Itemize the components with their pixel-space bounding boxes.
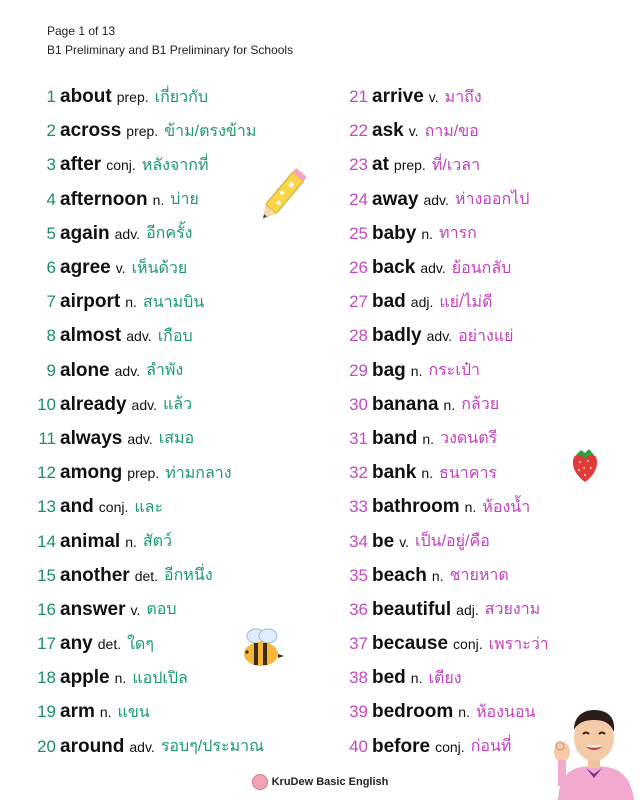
entry-pos: adv.	[126, 328, 152, 345]
entry-pos: n.	[421, 225, 434, 242]
vocab-row	[340, 319, 600, 353]
entry-translation: ชายหาด	[449, 567, 509, 585]
entry-translation: กระเป๋า	[428, 362, 480, 380]
entry-translation: เห็นด้วย	[131, 259, 188, 277]
entry-number: 27	[349, 292, 368, 312]
vocab-row	[340, 217, 600, 251]
vocab-row	[340, 627, 600, 661]
vocab-row	[340, 456, 600, 490]
entry-translation: เพราะว่า	[488, 635, 549, 653]
entry-pos: adj.	[410, 294, 434, 311]
entry-word: baby	[372, 222, 417, 244]
entry-pos: adv.	[114, 362, 141, 379]
entry-word: almost	[60, 325, 122, 347]
entry-word: alone	[60, 359, 110, 381]
vocab-row	[340, 183, 600, 217]
entry-number: 1	[46, 87, 56, 107]
entry-number: 35	[349, 565, 368, 585]
entry-pos: det.	[97, 636, 122, 653]
entry-pos: v.	[130, 601, 141, 618]
vocab-row	[24, 354, 324, 388]
entry-number: 19	[37, 702, 56, 722]
entry-number: 13	[37, 497, 56, 517]
entry-translation: เป็น/อยู่/คือ	[415, 533, 490, 551]
entry-pos: prep.	[116, 89, 149, 106]
entry-word: agree	[60, 257, 111, 279]
entry-pos: conj.	[453, 636, 483, 653]
entry-number: 3	[46, 155, 56, 175]
entry-translation: วงดนตรี	[440, 430, 498, 448]
entry-word: band	[372, 427, 418, 449]
entry-number: 12	[37, 463, 56, 483]
vocab-row	[24, 388, 324, 422]
entry-translation: อีกหนึ่ง	[164, 567, 213, 585]
vocab-row	[340, 285, 600, 319]
entry-translation: ถาม/ขอ	[424, 122, 479, 140]
entry-word: bed	[372, 667, 406, 689]
entry-number: 36	[349, 599, 368, 619]
entry-number: 32	[349, 463, 368, 483]
page-number: Page 1 of 13	[47, 24, 116, 38]
vocab-row	[24, 319, 324, 353]
entry-translation: ห่างออกไป	[454, 191, 530, 209]
entry-pos: v.	[428, 89, 439, 106]
entry-number: 20	[37, 736, 56, 756]
vocab-column-right	[340, 80, 600, 764]
entry-word: apple	[60, 667, 110, 689]
entry-pos: conj.	[435, 738, 465, 755]
entry-translation: แย่/ไม่ดี	[439, 293, 493, 311]
entry-number: 37	[349, 634, 368, 654]
entry-number: 18	[37, 668, 56, 688]
entry-number: 7	[46, 292, 56, 312]
entry-pos: v.	[399, 533, 410, 550]
entry-translation: มาถึง	[444, 88, 482, 106]
entry-word: arm	[60, 701, 95, 723]
entry-translation: หลังจากที่	[141, 156, 209, 174]
entry-word: again	[60, 222, 110, 244]
entry-word: after	[60, 154, 102, 176]
entry-number: 21	[349, 87, 368, 107]
entry-translation: แขน	[117, 703, 150, 721]
entry-number: 5	[46, 223, 56, 243]
entry-pos: prep.	[126, 123, 159, 140]
entry-translation: ทารก	[439, 225, 477, 243]
entry-number: 31	[349, 428, 368, 448]
entry-number: 39	[349, 702, 368, 722]
vocab-row	[340, 114, 600, 148]
footer-brand: KruDew Basic English	[271, 776, 389, 788]
entry-number: 4	[46, 189, 56, 209]
entry-number: 25	[349, 223, 368, 243]
entry-translation: ห้องนอน	[475, 703, 536, 721]
entry-word: about	[60, 86, 112, 108]
entry-translation: แล้ว	[162, 396, 193, 414]
entry-word: because	[372, 633, 449, 655]
pencil-icon	[252, 165, 310, 229]
entry-word: away	[372, 188, 419, 210]
entry-translation: กล้วย	[461, 396, 500, 414]
entry-pos: adv.	[423, 191, 449, 208]
vocab-row	[24, 593, 324, 627]
vocab-row	[340, 524, 600, 558]
strawberry-icon	[568, 444, 602, 484]
entry-word: animal	[60, 530, 121, 552]
entry-word: banana	[372, 393, 439, 415]
vocab-row	[340, 354, 600, 388]
entry-pos: n.	[464, 499, 477, 516]
vocab-row	[24, 730, 324, 764]
page-footer	[0, 774, 640, 790]
entry-number: 11	[38, 428, 56, 448]
entry-pos: n.	[458, 704, 470, 721]
entry-word: at	[372, 154, 389, 176]
entry-number: 24	[349, 189, 368, 209]
entry-word: across	[60, 120, 122, 142]
entry-number: 26	[349, 258, 368, 278]
entry-translation: และ	[134, 498, 164, 516]
vocab-row	[24, 490, 324, 524]
vocab-row	[24, 422, 324, 456]
entry-translation: แอปเปิล	[132, 669, 188, 687]
vocab-row	[24, 114, 324, 148]
entry-pos: n.	[125, 294, 137, 311]
entry-pos: adv.	[131, 396, 157, 413]
entry-pos: adv.	[426, 328, 453, 345]
entry-word: bad	[372, 291, 406, 313]
entry-pos: prep.	[393, 157, 426, 174]
entry-word: already	[60, 393, 127, 415]
entry-word: answer	[60, 598, 126, 620]
entry-word: bedroom	[372, 701, 454, 723]
entry-word: always	[60, 427, 123, 449]
entry-translation: บ่าย	[170, 191, 199, 209]
entry-pos: n.	[431, 567, 444, 584]
entry-translation: ลำพัง	[146, 362, 184, 380]
entry-word: any	[60, 633, 93, 655]
entry-pos: adv.	[127, 430, 153, 447]
entry-translation: สวยงาม	[484, 601, 541, 619]
entry-translation: ห้องน้ำ	[482, 498, 531, 516]
vocab-row	[24, 559, 324, 593]
entry-word: airport	[60, 291, 121, 313]
entry-pos: n.	[152, 191, 165, 208]
entry-translation: ก่อนที่	[470, 738, 512, 756]
entry-number: 2	[46, 121, 56, 141]
entry-translation: เสมอ	[158, 430, 195, 448]
entry-pos: n.	[410, 362, 423, 379]
entry-number: 34	[349, 531, 368, 551]
entry-pos: n.	[125, 533, 137, 550]
page-header	[47, 22, 293, 60]
entry-word: arrive	[372, 86, 424, 108]
entry-word: beautiful	[372, 598, 452, 620]
vocab-row	[340, 559, 600, 593]
vocab-row	[24, 285, 324, 319]
document-subtitle: B1 Preliminary and B1 Preliminary for Schools	[47, 43, 294, 57]
entry-translation: อีกครั้ง	[146, 225, 193, 243]
entry-pos: prep.	[127, 465, 160, 482]
vocab-row	[24, 456, 324, 490]
entry-translation: ข้าม/ตรงข้าม	[164, 122, 257, 140]
entry-translation: เกี่ยวกับ	[154, 88, 208, 106]
vocab-row	[24, 251, 324, 285]
entry-translation: ที่/เวลา	[431, 156, 481, 174]
entry-number: 16	[37, 599, 56, 619]
entry-word: bank	[372, 462, 417, 484]
entry-pos: n.	[421, 465, 434, 482]
entry-word: another	[60, 564, 130, 586]
entry-number: 40	[349, 736, 368, 756]
vocab-row	[340, 388, 600, 422]
entry-word: before	[372, 735, 431, 757]
entry-word: among	[60, 462, 123, 484]
entry-word: badly	[372, 325, 422, 347]
entry-translation: ตอบ	[146, 601, 177, 619]
entry-word: around	[60, 735, 125, 757]
entry-word: back	[372, 257, 416, 279]
entry-translation: ใดๆ	[127, 635, 154, 653]
entry-number: 38	[349, 668, 368, 688]
entry-word: bathroom	[372, 496, 460, 518]
entry-number: 8	[46, 326, 56, 346]
entry-translation: ท่ามกลาง	[165, 464, 232, 482]
entry-translation: ธนาคาร	[439, 464, 498, 482]
entry-pos: adv.	[129, 738, 155, 755]
entry-pos: n.	[422, 430, 435, 447]
entry-number: 23	[349, 155, 368, 175]
avatar-logo-icon	[252, 774, 268, 790]
vocab-row	[340, 593, 600, 627]
entry-number: 22	[349, 121, 368, 141]
entry-number: 9	[46, 360, 56, 380]
bee-icon	[236, 626, 286, 672]
entry-word: ask	[372, 120, 404, 142]
entry-number: 14	[37, 531, 56, 551]
entry-word: afternoon	[60, 188, 148, 210]
entry-number: 15	[37, 565, 56, 585]
entry-pos: v.	[408, 123, 419, 140]
entry-pos: n.	[410, 670, 423, 687]
entry-pos: adv.	[114, 225, 141, 242]
entry-number: 6	[46, 258, 56, 278]
entry-number: 10	[37, 394, 56, 414]
entry-pos: adj.	[456, 601, 479, 618]
entry-pos: n.	[99, 704, 112, 721]
entry-translation: สัตว์	[142, 533, 173, 551]
vocab-row	[24, 524, 324, 558]
entry-translation: เตียง	[428, 669, 462, 687]
vocab-row	[340, 251, 600, 285]
vocab-row	[340, 80, 600, 114]
entry-pos: n.	[443, 396, 456, 413]
entry-translation: สนามบิน	[142, 293, 205, 311]
entry-pos: det.	[134, 567, 159, 584]
vocab-row	[340, 490, 600, 524]
vocab-row	[340, 422, 600, 456]
entry-translation: เกือบ	[157, 327, 193, 345]
entry-translation: รอบๆ/ประมาณ	[160, 738, 264, 756]
entry-word: be	[372, 530, 395, 552]
entry-word: bag	[372, 359, 406, 381]
vocab-row	[24, 80, 324, 114]
vocab-row	[24, 695, 324, 729]
entry-number: 33	[349, 497, 368, 517]
entry-translation: อย่างแย่	[458, 327, 514, 345]
vocab-row	[340, 148, 600, 182]
entry-word: and	[60, 496, 94, 518]
entry-number: 28	[349, 326, 368, 346]
entry-word: beach	[372, 564, 427, 586]
entry-number: 30	[349, 394, 368, 414]
entry-pos: conj.	[106, 157, 136, 174]
entry-translation: ย้อนกลับ	[451, 259, 512, 277]
entry-pos: adv.	[420, 260, 446, 277]
entry-pos: v.	[115, 260, 126, 277]
entry-number: 17	[37, 634, 56, 654]
entry-pos: n.	[114, 670, 127, 687]
entry-number: 29	[349, 360, 368, 380]
entry-pos: conj.	[98, 499, 129, 516]
